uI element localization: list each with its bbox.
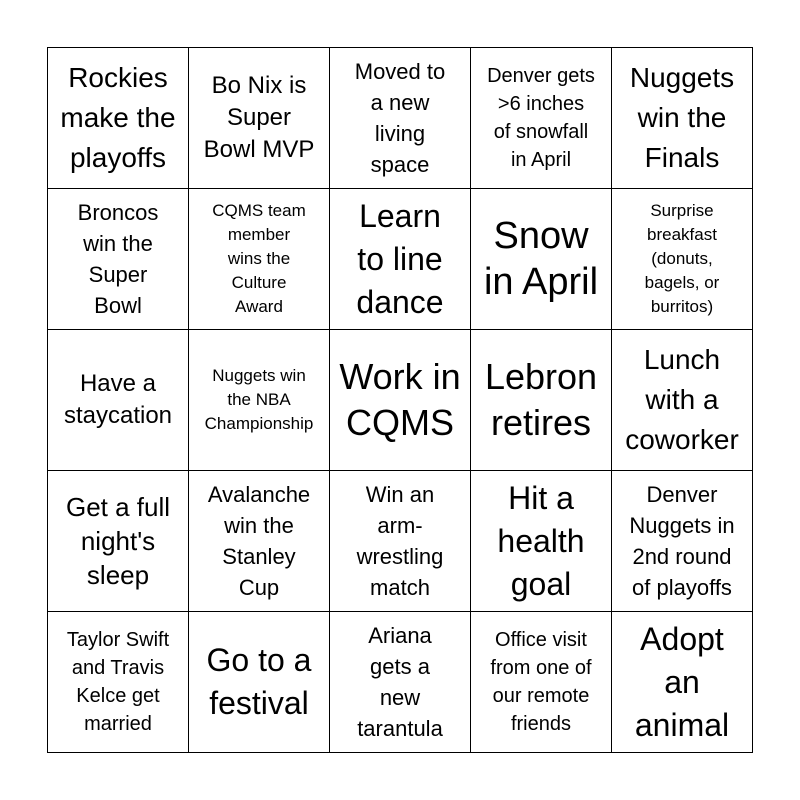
cell-label: Rockies make the playoffs bbox=[60, 62, 176, 173]
cell-label: Have a staycation bbox=[63, 370, 173, 429]
bingo-cell-health-goal[interactable] bbox=[471, 471, 612, 612]
bingo-cell-culture-award[interactable] bbox=[189, 189, 330, 330]
cell-label: Denver Nuggets in 2nd round of playoffs bbox=[629, 482, 735, 600]
cell-label: CQMS team member wins the Culture Award bbox=[212, 201, 306, 316]
bingo-cell-nuggets-2nd-round[interactable] bbox=[612, 471, 753, 612]
bingo-cell-moved-living-space[interactable] bbox=[330, 48, 471, 189]
cell-label: Ariana gets a new tarantula bbox=[357, 623, 443, 741]
bingo-cell-office-visit[interactable] bbox=[471, 612, 612, 753]
bingo-board bbox=[47, 47, 753, 753]
cell-label: Lebron retires bbox=[484, 356, 598, 443]
bingo-cell-nba-championship[interactable] bbox=[189, 330, 330, 471]
cell-label: Go to a festival bbox=[206, 642, 312, 721]
cell-label: Surprise breakfast (donuts, bagels, or burritos) bbox=[644, 201, 720, 316]
cell-label: Denver gets >6 inches of snowfall in April bbox=[487, 65, 595, 171]
bingo-cell-snow-april[interactable] bbox=[471, 189, 612, 330]
cell-label: Lunch with a coworker bbox=[625, 344, 739, 455]
bingo-cell-work-in-cqms[interactable] bbox=[330, 330, 471, 471]
bingo-cell-staycation[interactable] bbox=[48, 330, 189, 471]
bingo-cell-denver-snowfall[interactable] bbox=[471, 48, 612, 189]
bingo-cell-rockies-playoffs[interactable] bbox=[48, 48, 189, 189]
cell-label: Get a full night's sleep bbox=[65, 492, 171, 590]
bingo-cell-line-dance[interactable] bbox=[330, 189, 471, 330]
bingo-cell-stanley-cup[interactable] bbox=[189, 471, 330, 612]
cell-label: Broncos win the Super Bowl bbox=[77, 200, 159, 318]
cell-label: Nuggets win the NBA Championship bbox=[204, 366, 314, 433]
bingo-cell-arm-wrestling[interactable] bbox=[330, 471, 471, 612]
bingo-cell-tarantula[interactable] bbox=[330, 612, 471, 753]
cell-label: Nuggets win the Finals bbox=[629, 62, 735, 173]
cell-label: Bo Nix is Super Bowl MVP bbox=[203, 72, 315, 163]
cell-label: Adopt an animal bbox=[634, 620, 730, 743]
cell-label: Taylor Swift and Travis Kelce get married bbox=[66, 629, 170, 735]
bingo-cell-lunch-coworker[interactable] bbox=[612, 330, 753, 471]
bingo-cell-swift-kelce[interactable] bbox=[48, 612, 189, 753]
cell-label: Hit a health goal bbox=[497, 479, 585, 602]
bingo-cell-broncos-super-bowl[interactable] bbox=[48, 189, 189, 330]
bingo-cell-bo-nix-mvp[interactable] bbox=[189, 48, 330, 189]
bingo-cell-surprise-breakfast[interactable] bbox=[612, 189, 753, 330]
bingo-cell-nuggets-finals[interactable] bbox=[612, 48, 753, 189]
cell-label: Win an arm- wrestling match bbox=[356, 482, 444, 600]
cell-label: Moved to a new living space bbox=[354, 59, 446, 177]
bingo-cell-lebron-retires[interactable] bbox=[471, 330, 612, 471]
cell-label: Learn to line dance bbox=[356, 197, 444, 320]
bingo-cell-full-night-sleep[interactable] bbox=[48, 471, 189, 612]
bingo-cell-adopt-animal[interactable] bbox=[612, 612, 753, 753]
cell-label: Snow in April bbox=[483, 215, 599, 303]
bingo-cell-festival[interactable] bbox=[189, 612, 330, 753]
cell-label: Avalanche win the Stanley Cup bbox=[207, 482, 311, 600]
cell-label: Work in CQMS bbox=[339, 356, 461, 443]
cell-label: Office visit from one of our remote friends bbox=[490, 629, 592, 735]
